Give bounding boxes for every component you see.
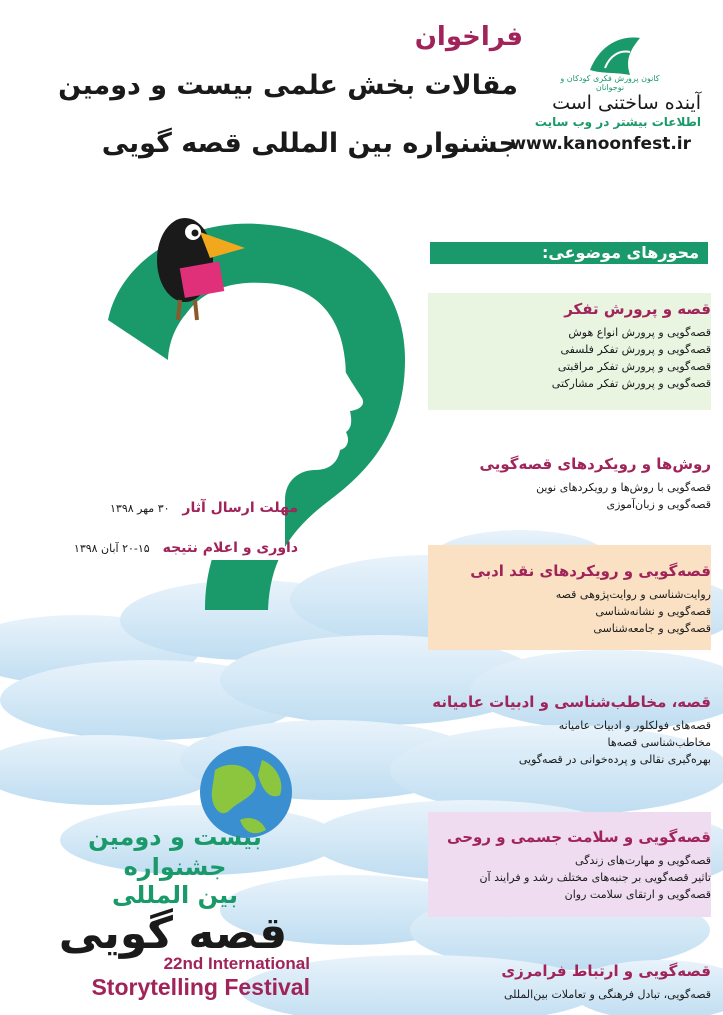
topic-item: قصه‌گویی و پرورش تفکر مشارکتی xyxy=(551,377,711,390)
topic-title: روش‌ها و رویکردهای قصه‌گویی xyxy=(479,455,711,473)
topic-6 xyxy=(411,962,711,1003)
tagline: آینده ساختنی است xyxy=(552,92,701,114)
festival-fa-line-1: بیست و دومین xyxy=(88,823,262,851)
topic-title: قصه‌گویی و رویکردهای نقد ادبی xyxy=(470,562,711,580)
submit-deadline xyxy=(110,500,298,516)
topic-item: بهره‌گیری نقالی و پرده‌خوانی در قصه‌گویی xyxy=(518,753,711,766)
axes-title: محورهای موضوعی: xyxy=(542,243,699,262)
festival-fa-line-3: بین المللی xyxy=(112,881,238,909)
topic-5 xyxy=(411,828,711,903)
kanoon-logo-icon xyxy=(590,37,640,75)
topic-title: قصه، مخاطب‌شناسی و ادبیات عامیانه xyxy=(432,693,711,711)
headline-line-2: جشنواره بین المللی قصه گویی xyxy=(101,128,518,159)
festival-fa-line-2: جشنواره xyxy=(123,853,227,881)
website-link[interactable]: www.kanoonfest.ir xyxy=(510,134,691,154)
topic-item: قصه‌های فولکلور و ادبیات عامیانه xyxy=(558,719,711,732)
judging-deadline-date: ۲۰-۱۵ آبان ۱۳۹۸ xyxy=(73,542,150,555)
festival-en-line-1: 22nd International xyxy=(163,954,310,973)
topic-1 xyxy=(411,300,711,392)
submit-deadline-label: مهلت ارسال آثار xyxy=(182,500,298,516)
topic-item: قصه‌گویی و پرورش انواع هوش xyxy=(568,326,711,339)
topic-item: قصه‌گویی و زبان‌آموزی xyxy=(606,498,711,511)
logo-org-text: کانون پرورش فکری کودکان و نوجوانان xyxy=(560,74,660,92)
topic-title: قصه و پرورش تفکر xyxy=(564,300,711,318)
topic-item: قصه‌گویی و پرورش تفکر فلسفی xyxy=(560,343,711,356)
topic-item: تاثیر قصه‌گویی بر جنبه‌های مختلف رشد و فرایند آن xyxy=(479,871,711,884)
topic-item: قصه‌گویی با روش‌ها و رویکردهای نوین xyxy=(536,481,711,494)
topic-3 xyxy=(411,562,711,637)
call-title: فراخوان xyxy=(414,22,523,52)
submit-deadline-date: ۳۰ مهر ۱۳۹۸ xyxy=(110,502,170,515)
topic-title: قصه‌گویی و ارتباط فرامرزی xyxy=(501,962,711,980)
topic-title: قصه‌گویی و سلامت جسمی و روحی xyxy=(447,828,711,846)
topic-item: قصه‌گویی و جامعه‌شناسی xyxy=(593,622,711,635)
headline-line-1: مقالات بخش علمی بیست و دومین xyxy=(58,70,518,101)
topic-item: قصه‌گویی و پرورش تفکر مراقبتی xyxy=(557,360,711,373)
topic-item: قصه‌گویی و ارتقای سلامت روان xyxy=(564,888,711,901)
judging-deadline xyxy=(74,540,298,556)
festival-fa-title: قصه گویی xyxy=(58,908,288,959)
head-silhouette xyxy=(174,283,363,560)
topic-2 xyxy=(411,455,711,513)
topic-item: قصه‌گویی، تبادل فرهنگی و تعاملات بین‌المللی xyxy=(503,988,711,1001)
topic-item: روایت‌شناسی و روایت‌پژوهی قصه xyxy=(555,588,711,601)
topic-4 xyxy=(411,693,711,768)
topic-item: قصه‌گویی و مهارت‌های زندگی xyxy=(575,854,711,867)
festival-en-line-2: Storytelling Festival xyxy=(91,974,310,1000)
topic-item: مخاطب‌شناسی قصه‌ها xyxy=(607,736,711,749)
more-info-label: اطلاعات بیشتر در وب سایت xyxy=(534,115,701,129)
topic-item: قصه‌گویی و نشانه‌شناسی xyxy=(595,605,711,618)
judging-deadline-label: داوری و اعلام نتیجه xyxy=(162,540,298,556)
